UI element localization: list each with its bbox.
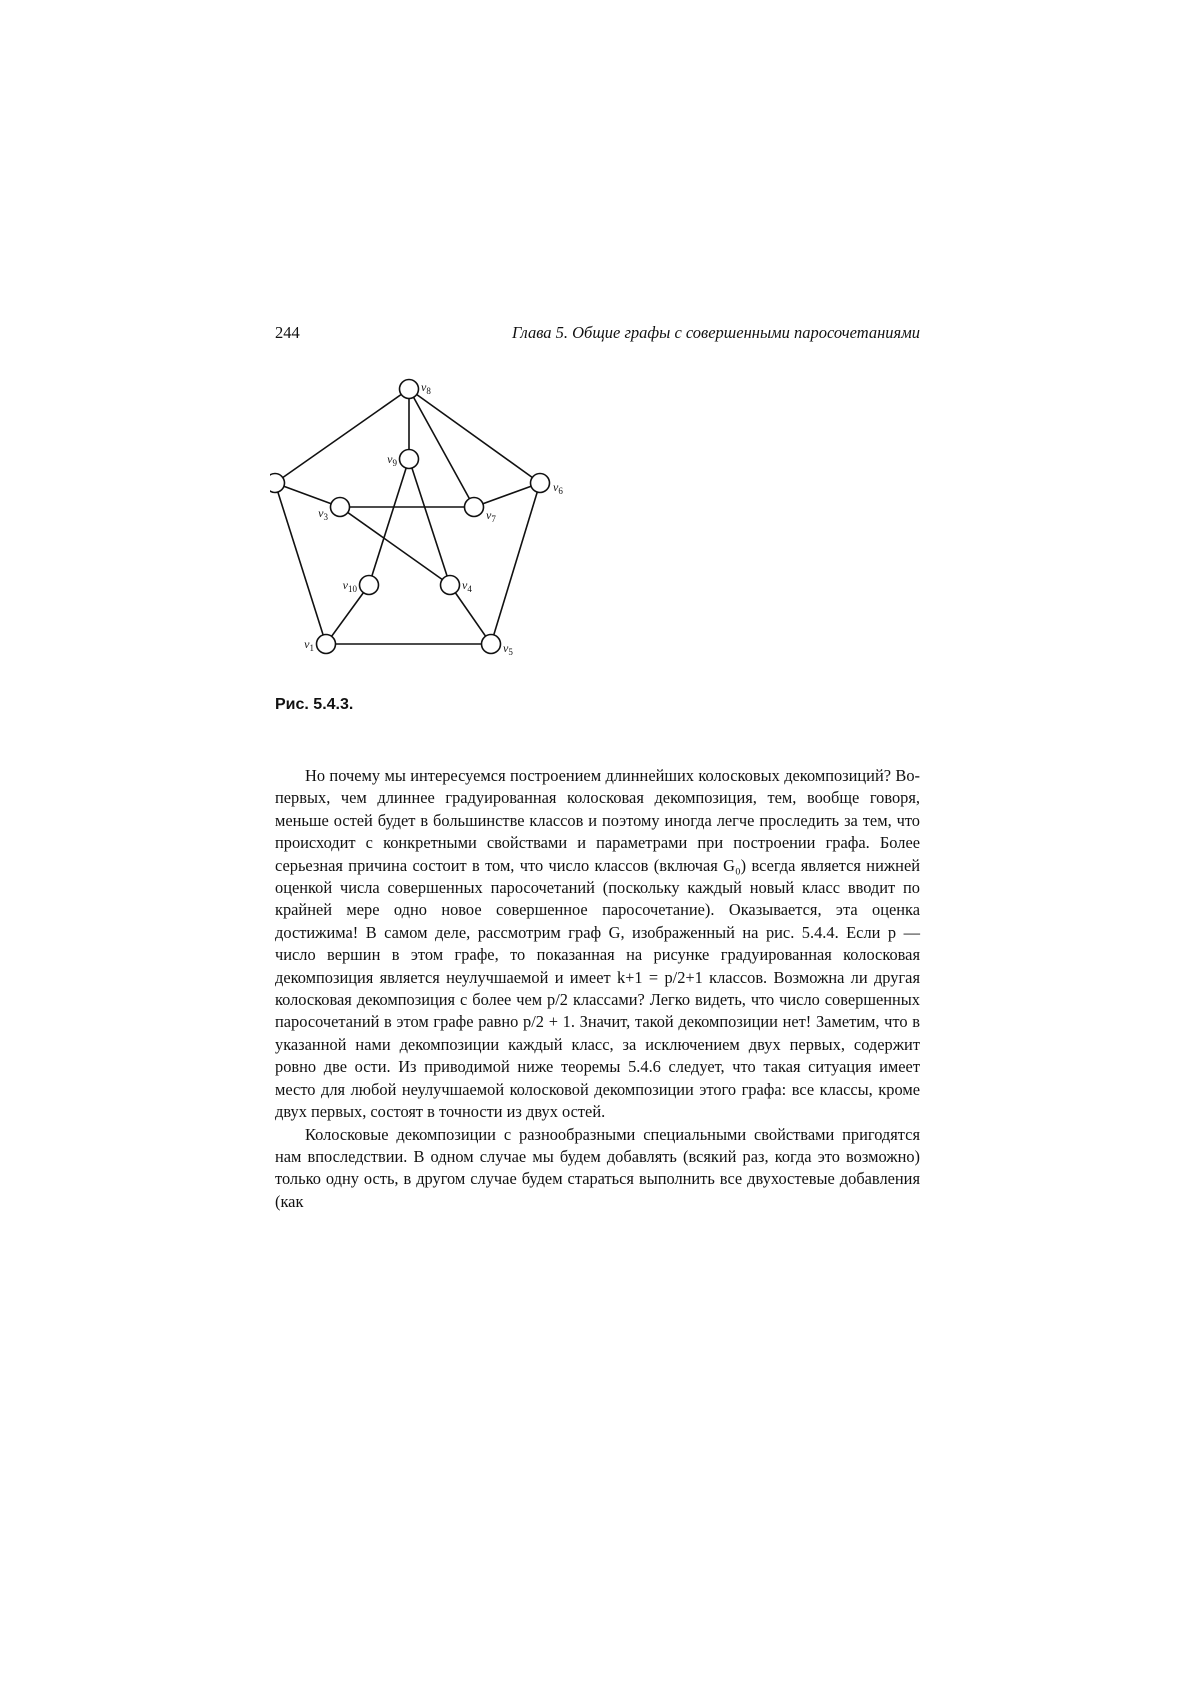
- graph-edge-v6-v5: [491, 483, 540, 644]
- graph-edge-v6-v7: [474, 483, 540, 507]
- vertex-label-v5: $v_5$: [503, 641, 513, 657]
- graph-diagram: [270, 365, 620, 685]
- vertex-label-v9: $v_9$: [387, 452, 397, 468]
- vertex-label-v3: $v_3$: [318, 506, 328, 522]
- vertex-label-v10: $v_{10}$: [342, 578, 357, 594]
- graph-vertex-v10: [360, 576, 379, 595]
- graph-vertex-v2: [270, 474, 285, 493]
- graph-edge-v3-v4: [340, 507, 450, 585]
- graph-vertex-v7: [465, 498, 484, 517]
- graph-vertex-v4: [441, 576, 460, 595]
- paragraph-2: Колосковые декомпозиции с разнообразными специальными свойствами пригодятся нам впоследствии. В одном случае мы будем добавлять (всякий раз, когда это возможно) только одну ость, в другом случае будем стараться выполнить все двухостевые добавления (как: [275, 1124, 920, 1211]
- graph-edge-v8-v6: [409, 389, 540, 483]
- graph-edge-v2-v3: [275, 483, 340, 507]
- figure-caption: Рис. 5.4.3.: [275, 696, 354, 713]
- page-header: [275, 323, 920, 349]
- graph-vertex-v9: [400, 450, 419, 469]
- graph-vertex-v3: [331, 498, 350, 517]
- vertex-label-v4: $v_4$: [462, 578, 472, 594]
- graph-vertex-v6: [531, 474, 550, 493]
- vertex-label-v1: $v_1$: [304, 637, 314, 653]
- vertex-label-v6: $v_6$: [553, 480, 563, 496]
- body-text: [275, 765, 920, 1213]
- graph-edge-v9-v4: [409, 459, 450, 585]
- graph-vertex-v5: [482, 635, 501, 654]
- page-number: 244: [275, 323, 300, 342]
- graph-vertex-v1: [317, 635, 336, 654]
- running-head: Глава 5. Общие графы с совершенными паросочетаниями: [512, 323, 920, 342]
- graph-edge-v9-v10: [369, 459, 409, 585]
- vertex-label-v8: $v_8$: [421, 380, 431, 396]
- graph-edge-v8-v2: [275, 389, 409, 483]
- graph-vertex-v8: [400, 380, 419, 399]
- graph-figure: [270, 365, 620, 685]
- paragraph-1: Но почему мы интересуемся построением длиннейших колосковых декомпозиций? Во-первых, чем длиннее градуированная колосковая декомпозиция, тем, вообще говоря, меньше остей будет в большинстве классов и поэтому иногда легче проследить за тем, что происходит с конкретными свойствами и параметрами при построении графа. Более серьезная причина состоит в том, что число классов (включая G₀) всегда является нижней оценкой числа совершенных паросочетаний (поскольку каждый новый класс вводит по крайней мере одно новое совершенное паросочетание). Оказывается, эта оценка достижима! В самом деле, рассмотрим граф G, изображенный на рис. 5.4.4. Если p — число вершин в этом графе, то показанная на рисунке градуированная колосковая декомпозиция является неулучшаемой и имеет k+1 = p/2+1 классов. Возможна ли другая колосковая декомпозиция с более чем p/2 классами? Легко видеть, что число совершенных паросочетаний в этом графе равно p/2 + 1. Значит, такой декомпозиции нет! Заметим, что в указанной нами декомпозиции каждый класс, за исключением двух первых, содержит ровно две ости. Из приводимой ниже теоремы 5.4.6 следует, что такая ситуация имеет место для любой неулучшаемой колосковой декомпозиции этого графа: все классы, кроме двух первых, состоят в точности из двух остей.: [275, 766, 920, 1122]
- vertex-label-v7: $v_7$: [486, 508, 496, 524]
